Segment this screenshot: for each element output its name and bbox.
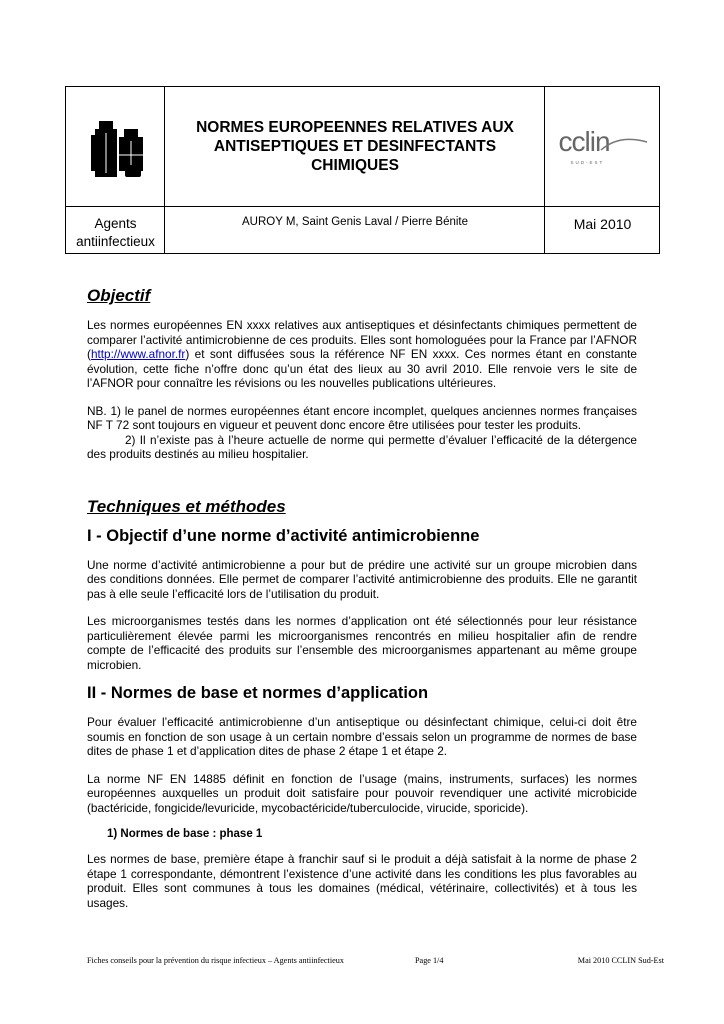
document-header-table <box>65 86 660 254</box>
swoosh-icon <box>599 132 649 154</box>
category-label <box>66 207 165 254</box>
cclin-logo-subtitle: SUD-EST <box>570 159 605 165</box>
agents-line-1: Agents <box>94 216 137 231</box>
document-title <box>165 87 545 206</box>
section-2-paragraph-3: Les normes de base, première étape à franchir sauf si le produit a déjà satisfait à la norme de phase 2 étape 1 correspondante, démontrent l’existence d’une activité dans les conditions les plus favorables au produit. Elles sont communes à tous les domaines (médical, vétérinaire, collectivités) et à tous les usages. <box>87 852 637 910</box>
section-2-title: II - Normes de base et normes d’application <box>87 684 429 702</box>
bottles-logo-icon <box>66 87 165 206</box>
footer-left: Fiches conseils pour la prévention du risque infectieux – Agents antiinfectieux <box>87 956 344 965</box>
section-1-title: I - Objectif d’une norme d’activité antimicrobienne <box>87 526 480 545</box>
techniques-heading: Techniques et méthodes <box>87 496 286 516</box>
cclin-logo <box>545 87 660 206</box>
document-date: Mai 2010 <box>573 216 632 232</box>
objectif-heading: Objectif <box>87 286 151 305</box>
authors-text: AUROY M, Saint Genis Laval / Pierre Bénite <box>241 216 469 228</box>
nb-item-2: 2) Il n’existe pas à l’heure actuelle de norme qui permette d’évaluer l’efficacité de la détergence des produits destinés au milieu hospitalier. <box>87 432 637 461</box>
section-2-paragraph-1: Pour évaluer l’efficacité antimicrobienne d’un antiseptique ou désinfectant chimique, celui-ci doit être soumis en fonction de son usage à un certain nombre d’essais selon un programme de normes de base dites de phase 1 et d’application dites de phase 2 étape 1 et étape 2. <box>87 715 637 758</box>
footer-page-number: Page 1/4 <box>415 956 444 965</box>
nb-paragraph <box>87 404 637 433</box>
title-line-1: NORMES EUROPEENNES RELATIVES AUX <box>196 119 514 136</box>
title-line-2: ANTISEPTIQUES ET DESINFECTANTS <box>213 138 497 155</box>
section-1-paragraph-1: Une norme d’activité antimicrobienne a pour but de prédire une activité sur un groupe microbien dans des conditions données. Elle permet de comparer l’activité antimicrobienne des produits. Elle ne garantit pas à elle seule l’efficacité lors de l’utilisation du produit. <box>87 557 637 601</box>
section-2-paragraph-2: La norme NF EN 14885 définit en fonction de l’usage (mains, instruments, surfaces) les normes européennes auxquelles un produit doit satisfaire pour pouvoir revendiquer une activité microbicide (bactéricide, fongicide/levuricide, mycobactéricide/tuberculocide, virucide, sporicide). <box>87 771 637 815</box>
nb-item-1: NB. 1) le panel de normes européennes étant encore incomplet, quelques anciennes normes françaises NF T 72 sont toujours en vigueur et peuvent donc encore être utilisées pour tester les produits. <box>87 403 637 432</box>
section-1-paragraph-2: Les microorganismes testés dans les normes d’application ont été sélectionnés pour leur résistance particulièrement élevée parmi les microorganismes rencontrés en milieu hospitalier afin de rendre compte de l’efficacité des produits sur l’ensemble des microorganismes appartenant au même groupe microbien. <box>87 614 637 672</box>
objectif-paragraph <box>87 318 637 391</box>
document-body <box>87 286 637 923</box>
section-2-item-1: 1) Normes de base : phase 1 <box>107 828 263 840</box>
footer-right: Mai 2010 CCLIN Sud-Est <box>577 956 664 965</box>
objectif-text-b: ) et sont diffusées sous la référence NF EN xxxx. Ces normes étant en constante évolution, cette fiche n’offre donc qu’un état des lieux au 30 avril 2010. Elle renvoie vers le site de l’AFNOR pour connaître les révisions ou les nouvelles publications ultérieures. <box>87 347 637 390</box>
title-line-3: CHIMIQUES <box>311 157 399 174</box>
afnor-link[interactable]: http://www.afnor.fr <box>90 347 186 361</box>
agents-line-2: antiinfectieux <box>76 234 155 249</box>
objectif-text-a: Les normes européennes EN xxxx relatives aux antiseptiques et désinfectants chimiques permettent de comparer l’activité antimicrobienne de ces produits. Elles sont homologuées pour la France par l’AFNOR ( <box>87 318 637 361</box>
cclin-logo-text: cclin <box>558 125 610 157</box>
